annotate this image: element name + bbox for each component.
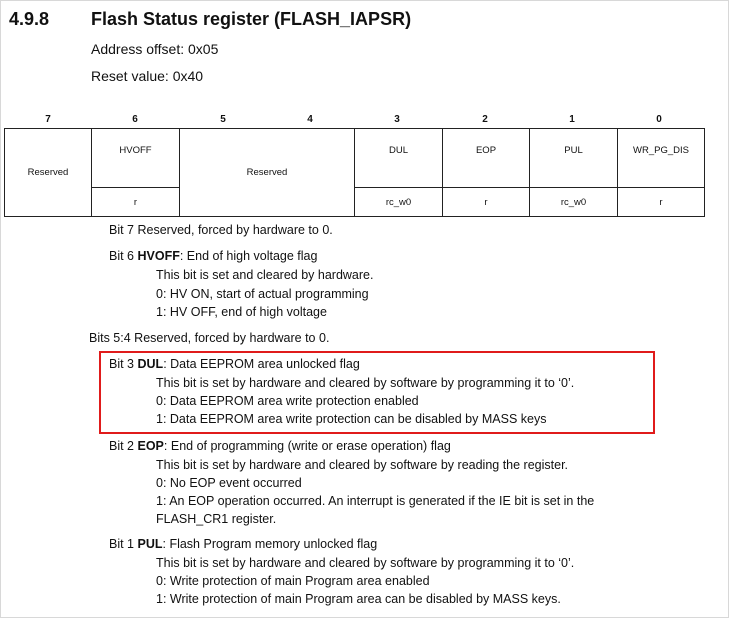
field-wr-pg-dis: WR_PG_DIS [618,129,705,188]
access-dul: rc_w0 [355,188,443,217]
bit2-line: FLASH_CR1 register. [156,512,277,526]
bit-number: 6 [132,114,138,125]
bit-number: 5 [220,114,226,125]
bit-number-row [1,114,729,128]
bit-label: Bit 1 [109,537,135,551]
access-hvoff: r [92,188,180,217]
bit6-summary: : End of high voltage flag [179,249,318,263]
access-eop: r [443,188,530,217]
bit6-line: 1: HV OFF, end of high voltage [156,305,327,319]
bit-label: Bits 5:4 [89,331,131,345]
reset-value: Reset value: 0x40 [91,68,204,84]
bit-label: Bit 2 [109,439,135,453]
bit2-name: EOP [137,439,164,453]
bits54-text: Reserved, forced by hardware to 0. [134,331,330,345]
bit-number: 4 [307,114,313,125]
bit6-line: 0: HV ON, start of actual programming [156,287,369,301]
bit7-description [109,221,333,239]
bit2-line: This bit is set by hardware and cleared by software by reading the register. [156,458,569,472]
field-eop: EOP [443,129,530,188]
bit-label: Bit 7 [109,223,135,237]
field-pul: PUL [530,129,618,188]
field-dul: DUL [355,129,443,188]
field-hvoff: HVOFF [92,129,180,188]
bit2-line: 0: No EOP event occurred [156,476,302,490]
bit1-summary: : Flash Program memory unlocked flag [162,537,378,551]
section-number: 4.9.8 [9,9,50,29]
bit-label: Bit 6 [109,249,135,263]
bit-number: 2 [482,114,488,125]
field-reserved-5-4: Reserved [180,129,355,217]
bit3-line: 0: Data EEPROM area write protection enabled [156,394,419,408]
bit1-name: PUL [137,537,163,551]
bit3-line: 1: Data EEPROM area write protection can be disabled by MASS keys [156,412,547,426]
bit-number: 3 [394,114,400,125]
access-pul: rc_w0 [530,188,618,217]
bit7-text: Reserved, forced by hardware to 0. [137,223,333,237]
bits54-description [89,329,329,347]
bit-number: 1 [569,114,575,125]
bit-label: Bit 3 [109,357,135,371]
bit6-line: This bit is set and cleared by hardware. [156,268,374,282]
bit3-line: This bit is set by hardware and cleared by software by programming it to ‘0’. [156,376,575,390]
address-offset: Address offset: 0x05 [91,41,219,57]
bit2-summary: : End of programming (write or erase operation) flag [163,439,451,453]
bit-number: 0 [656,114,662,125]
register-bit-table [4,128,705,217]
bit1-line: 1: Write protection of main Program area can be disabled by MASS keys. [156,592,561,606]
bit2-line: 1: An EOP operation occurred. An interrupt is generated if the IE bit is set in the [156,494,595,508]
bit1-heading [109,535,377,553]
access-wr-pg-dis: r [618,188,705,217]
bit2-heading [109,437,451,455]
bit1-line: This bit is set by hardware and cleared by software by programming it to ‘0’. [156,556,575,570]
field-reserved-7: Reserved [5,129,92,217]
section-title: Flash Status register (FLASH_IAPSR) [91,9,412,29]
bit1-line: 0: Write protection of main Program area enabled [156,574,430,588]
bit3-name: DUL [137,357,164,371]
bit6-name: HVOFF [137,249,180,263]
bit6-heading [109,247,317,265]
bit3-summary: : Data EEPROM area unlocked flag [163,357,360,371]
bit-number: 7 [45,114,51,125]
bit3-heading [109,355,360,373]
